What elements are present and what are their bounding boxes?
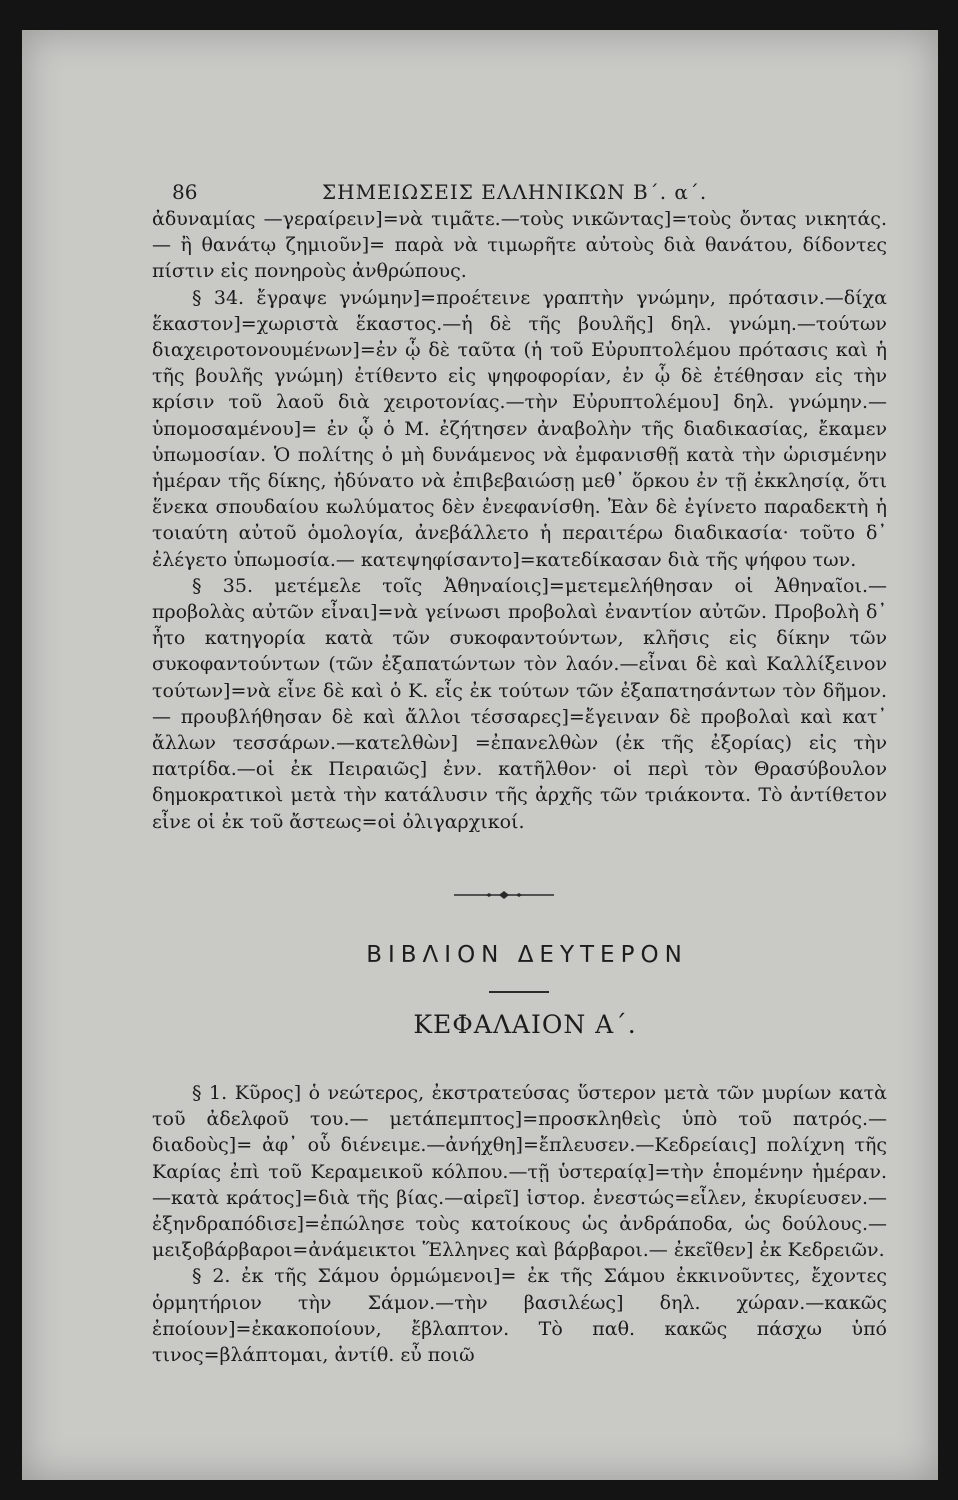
paragraph-section-2: § 2. ἐκ τῆς Σάμου ὁρμώμενοι]= ἐκ τῆς Σάμου ἐκκινοῦντες, ἔχοντες ὁρμητήριον τὴν Σάμον.—τὴν βασιλέως] δηλ. χώραν.—κακῶς ἐποίουν]=ἐκακοποίουν, ἔβλαπτον. Τὸ παθ. κακῶς πάσχω ὑπό τινος=βλάπτομαι, ἀντίθ. εὖ ποιῶ — [152, 1265, 887, 1367]
running-title: ΣΗΜΕΙΩΣΕΙΣ ΕΛΛΗΝΙΚΩΝ Β΄. α΄. — [322, 180, 708, 204]
ornament-divider — [454, 888, 554, 902]
book-page — [22, 30, 938, 1480]
book-title: ΒΙΒΛΙΟΝ ΔΕΥΤΕΡΟΝ — [366, 942, 688, 968]
paragraph-section-35: § 35. μετέμελε τοῖς Ἀθηναίοις]=μετεμελήθησαν οἱ Ἀθηναῖοι.—προβολὰς αὐτῶν εἶναι]=νὰ γείνωσι προβολαὶ ἐναντίον αὐτῶν. Προβολὴ δ᾽ ἦτο κατηγορία κατὰ τῶν συκοφαντούντων, κλῆσις εἰς δίκην τῶν συκοφαντούντων (τῶν ἐξαπατώντων τὸν λαόν.—εἶναι δὲ καὶ Καλλίξεινον τούτων]=νὰ εἶνε δὲ καὶ ὁ Κ. εἷς ἐκ τούτων τῶν ἐξαπατησάντων τὸν δῆμον.— προυβλήθησαν δὲ καὶ ἄλλοι τέσσαρες]=ἔγειναν δὲ προβολαὶ καὶ κατ᾽ ἄλλων τεσσάρων.—κατελθὼν] =ἐπανελθὼν (ἐκ τῆς ἐξορίας) εἰς τὴν πατρίδα.—οἱ ἐκ Πειραιῶς] ἐνν. κατῆλθον· οἱ περὶ τὸν Θρασύβουλον δημοκρατικοὶ μετὰ τὴν κατάλυσιν τῆς ἀρχῆς τῶν τριάκοντα. Τὸ ἀντίθετον εἶνε οἱ ἐκ τοῦ ἄστεως=οἱ ὀλιγαρχικοί. — [152, 574, 887, 833]
commentary-block-2 — [152, 1080, 887, 1368]
paragraph-intro: ἀδυναμίας —γεραίρειν]=νὰ τιμᾶτε.—τοὺς νικῶντας]=τοὺς ὄντας νικητάς.— ἢ θανάτῳ ζημιοῦν]= παρὰ νὰ τιμωρῆτε αὐτοὺς διὰ θανάτου, δίδοντες πίστιν εἰς πονηροὺς ἀνθρώπους. — [152, 208, 887, 283]
commentary-block-1 — [152, 206, 887, 835]
chapter-title: ΚΕΦΑΛΑΙΟΝ Α΄. — [413, 1010, 637, 1039]
paragraph-section-34: § 34. ἔγραψε γνώμην]=προέτεινε γραπτὴν γνώμην, πρότασιν.—δίχα ἕκαστον]=χωριστὰ ἕκαστος.—ἡ δὲ τῆς βουλῆς] δηλ. γνώμη.—τούτων διαχειροτονουμένων]=ἐν ᾧ δὲ ταῦτα (ἡ τοῦ Εὐρυπτολέμου πρότασις καὶ ἡ τῆς βουλῆς γνώμη) ἐτίθεντο εἰς ψηφοφορίαν, ἐν ᾧ δὲ ἐτέθησαν εἰς τὴν κρίσιν τοῦ λαοῦ διὰ χειροτονίας.—τὴν Εὐρυπτολέμου] δηλ. γνώμην.—ὑπομοσαμένου]= ἐν ᾧ ὁ Μ. ἐζήτησεν ἀναβολὴν τῆς διαδικασίας, ἔκαμεν ὑπωμοσίαν. Ὁ πολίτης ὁ μὴ δυνάμενος νὰ ἐμφανισθῇ κατὰ τὴν ὡρισμένην ἡμέραν τῆς δίκης, ἠδύνατο νὰ ἐπιβεβαιώσῃ μεθ᾽ ὅρκου ἐν τῇ ἐκκλησίᾳ, ὅτι ἕνεκα σπουδαίου κωλύματος δὲν ἐνεφανίσθη. Ἐὰν δὲ ἐγίνετο παραδεκτὴ ἡ τοιαύτη αὐτοῦ ὁμολογία, ἀνεβάλλετο ἡ περαιτέρω διαδικασία· τοῦτο δ᾽ ἐλέγετο ὑπωμοσία.— κατεψηφίσαντο]=κατεδίκασαν διὰ τῆς ψήφου των. — [152, 286, 887, 571]
title-rule — [489, 991, 549, 993]
paragraph-section-1: § 1. Κῦρος] ὁ νεώτερος, ἐκστρατεύσας ὕστερον μετὰ τῶν μυρίων κατὰ τοῦ ἀδελφοῦ του.— μετάπεμπτος]=προσκληθεὶς ὑπὸ τοῦ πατρός.—διαδοὺς]= ἀφ᾽ οὗ διένειμε.—ἀνήχθη]=ἔπλευσεν.—Κεδρείαις] πολίχνη τῆς Καρίας ἐπὶ τοῦ Κεραμεικοῦ κόλπου.—τῇ ὑστεραίᾳ]=τὴν ἑπομένην ἡμέραν.—κατὰ κράτος]=διὰ τῆς βίας.—αἱρεῖ] ἱστορ. ἐνεστώς=εἷλεν, ἐκυρίευσεν.—ἐξηνδραπόδισε]=ἐπώλησε τοὺς κατοίκους ὡς ἀνδράποδα, ὡς δούλους.—μειξοβάρβαροι=ἀνάμεικτοι Ἕλληνες καὶ βάρβαροι.— ἐκεῖθεν] ἐκ Κεδρειῶν. — [152, 1082, 887, 1262]
page-number: 86 — [172, 180, 198, 204]
